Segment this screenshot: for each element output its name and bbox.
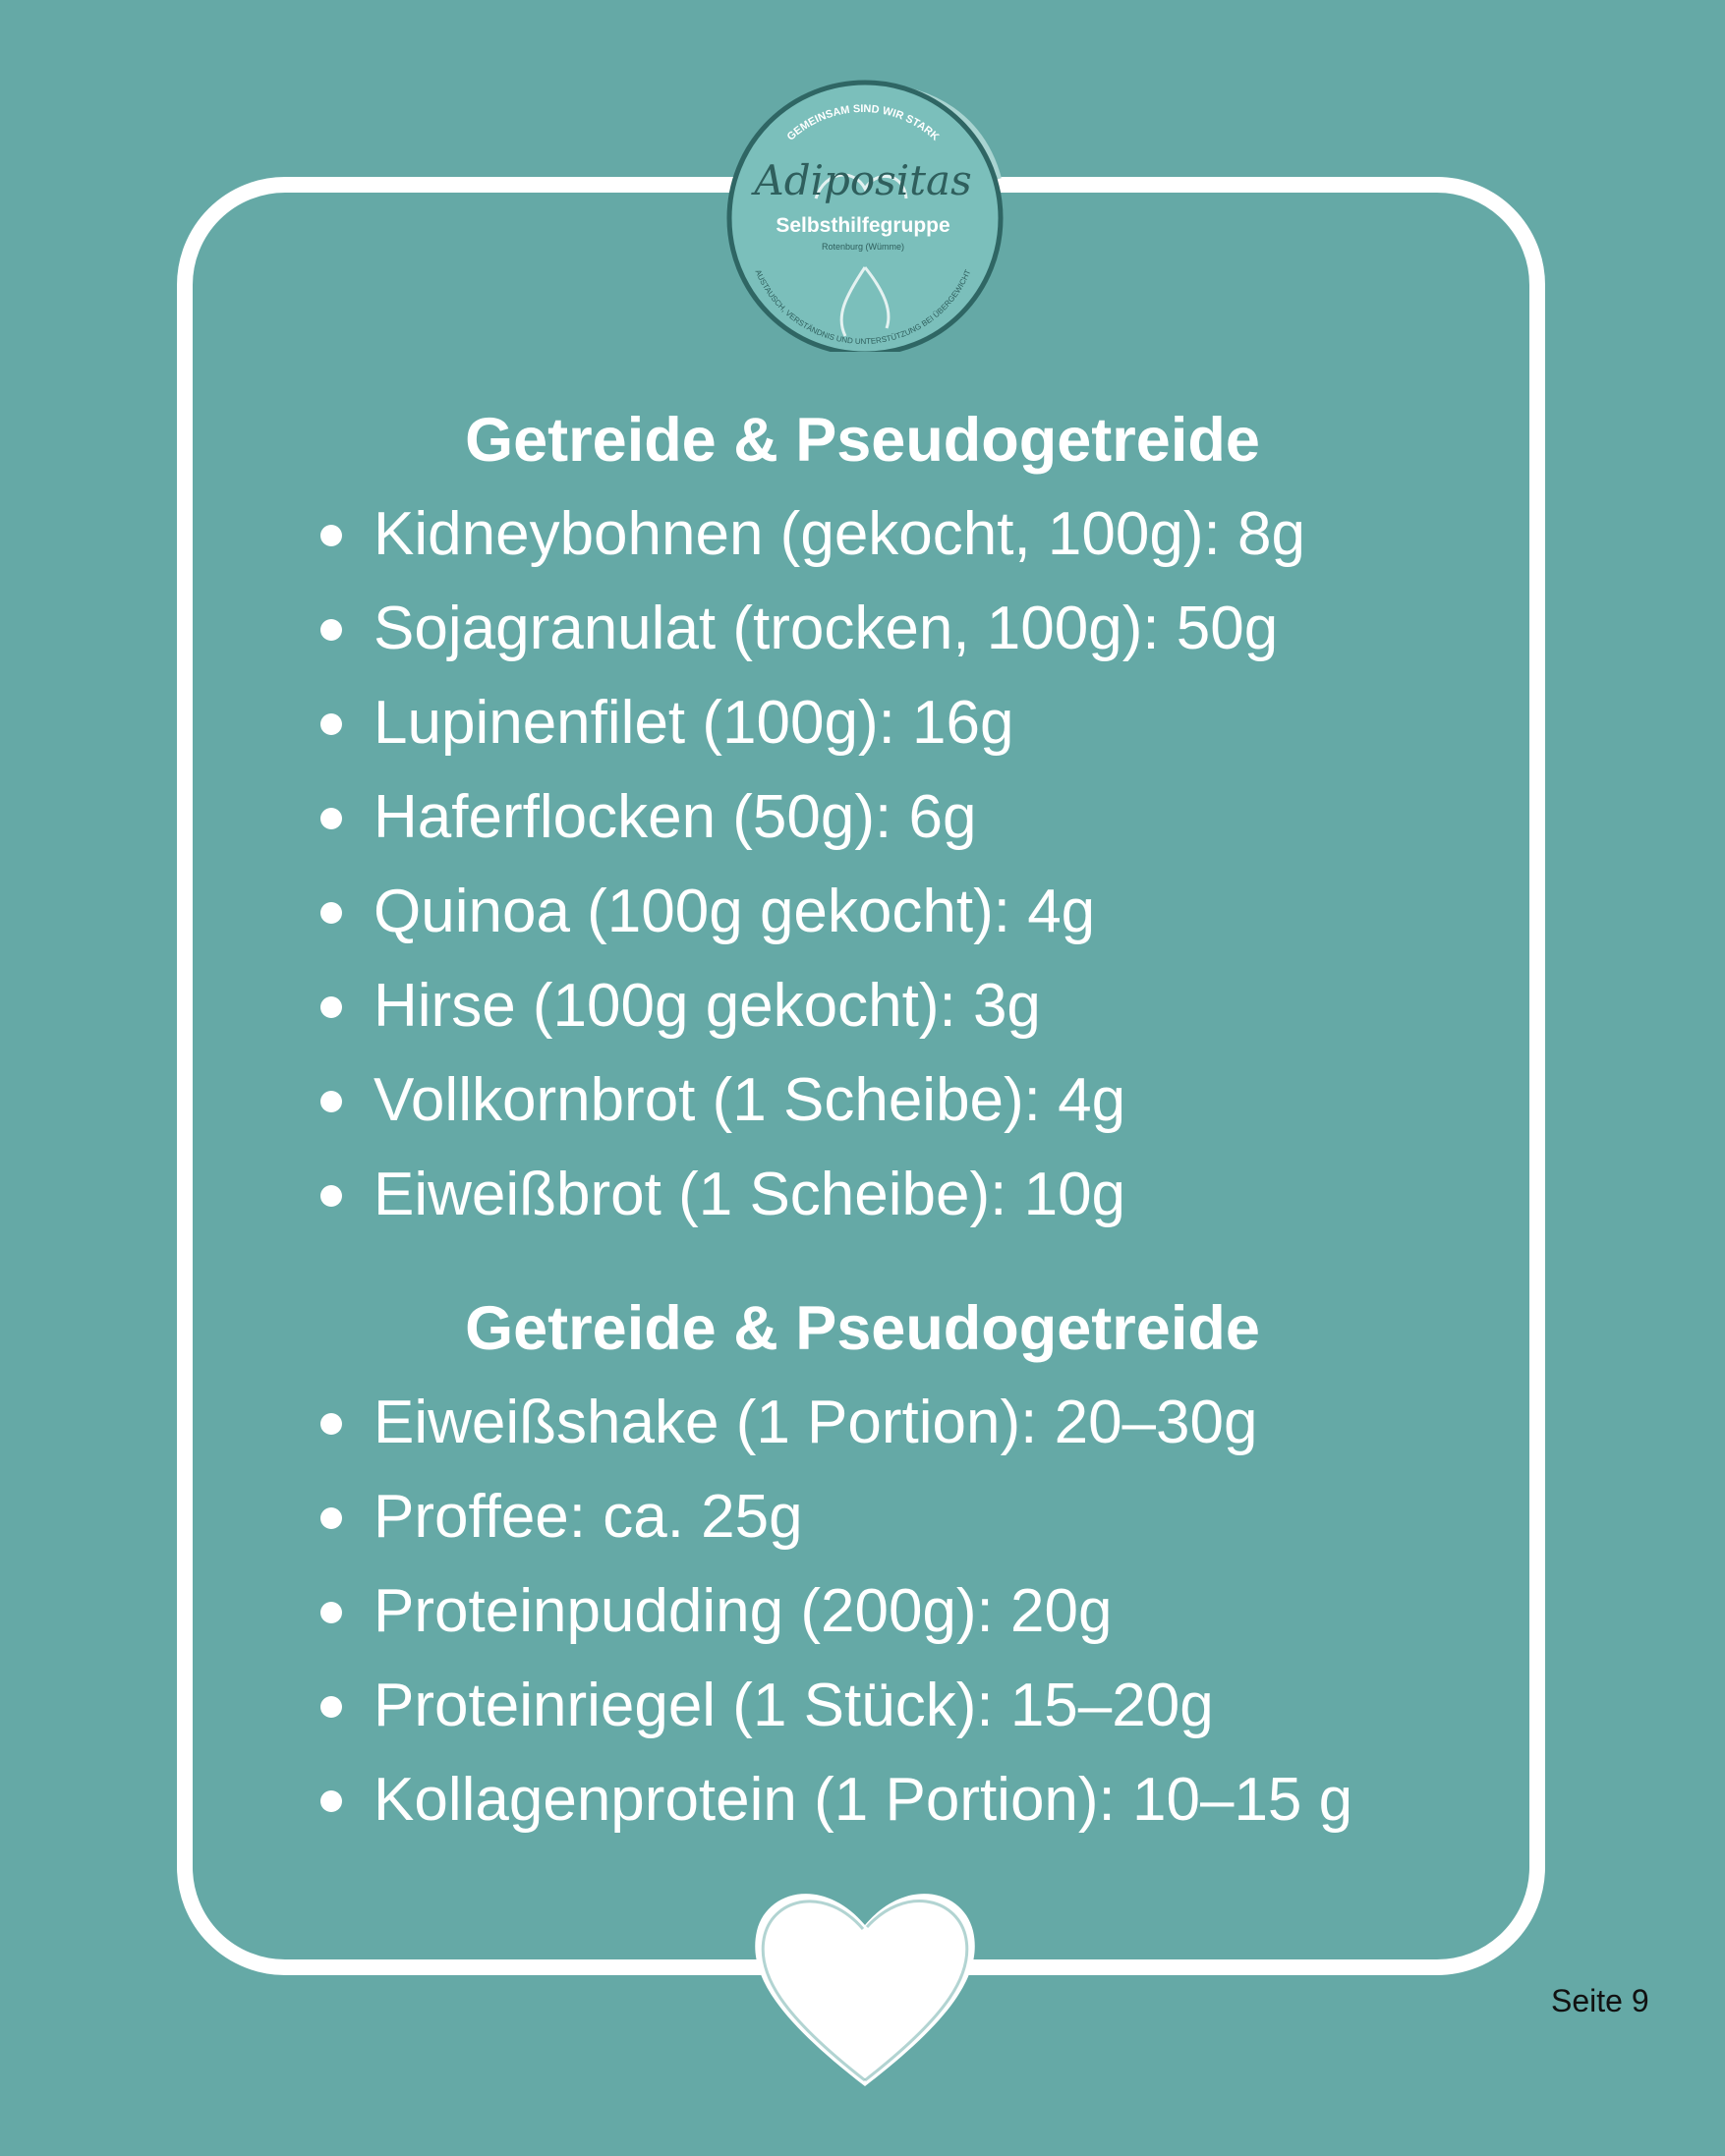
group-logo [718,71,1008,352]
list-item [295,676,1430,770]
main-content [295,393,1430,1847]
list-item [295,959,1430,1053]
list-item-text: Kidneybohnen (gekocht, 100g): 8g [374,500,1305,568]
section-1-list [295,487,1430,1242]
page-number: Seite 9 [1551,1983,1649,2018]
bullet-icon [320,902,342,924]
logo-bottom-text: AUSTAUSCH, VERSTÄNDNIS UND UNTERSTÜTZUNG BEI ÜBERGEWICHT [753,268,973,346]
logo-top-text: GEMEINSAM SIND WIR STARK [784,102,942,143]
bullet-icon [320,1413,342,1435]
list-item-text: Quinoa (100g gekocht): 4g [374,878,1096,945]
list-item [295,1564,1430,1659]
bullet-icon [320,1507,342,1529]
bullet-icon [320,1790,342,1812]
logo-location: Rotenburg (Wümme) [821,242,905,252]
bullet-icon [320,619,342,641]
list-item [295,1148,1430,1242]
bullet-icon [320,713,342,735]
list-item [295,1053,1430,1148]
list-item-text: Kollagenprotein (1 Portion): 10–15 g [374,1766,1353,1834]
bullet-icon [320,808,342,829]
list-item-text: Vollkornbrot (1 Scheibe): 4g [374,1066,1126,1134]
bullet-icon [320,1091,342,1112]
list-item-text: Lupinenfilet (100g): 16g [374,689,1014,757]
list-item-text: Proteinpudding (200g): 20g [374,1577,1113,1645]
list-item [295,865,1430,959]
section-title-1: Getreide & Pseudogetreide [465,406,1260,475]
list-item-text: Eiweißbrot (1 Scheibe): 10g [374,1161,1126,1228]
logo-title: Selbsthilfegruppe [776,214,950,237]
heart-icon [739,1872,991,2098]
bullet-icon [320,1602,342,1623]
section-title-2: Getreide & Pseudogetreide [465,1294,1260,1363]
list-item-text: Proteinriegel (1 Stück): 15–20g [374,1672,1214,1739]
list-item [295,1659,1430,1753]
list-item-text: Eiweißshake (1 Portion): 20–30g [374,1389,1258,1456]
list-item [295,582,1430,676]
list-item [295,487,1430,582]
bullet-icon [320,1696,342,1718]
bullet-icon [320,525,342,546]
bullet-icon [320,996,342,1018]
list-item-text: Haferflocken (50g): 6g [374,783,977,851]
logo-script-title: Adipositas [754,156,972,204]
list-item [295,1470,1430,1564]
bullet-icon [320,1185,342,1207]
list-item [295,1376,1430,1470]
list-item-text: Sojagranulat (trocken, 100g): 50g [374,595,1279,662]
section-2-list [295,1376,1430,1847]
list-item [295,770,1430,865]
list-item-text: Proffee: ca. 25g [374,1483,803,1551]
list-item-text: Hirse (100g gekocht): 3g [374,972,1041,1040]
list-item [295,1753,1430,1847]
